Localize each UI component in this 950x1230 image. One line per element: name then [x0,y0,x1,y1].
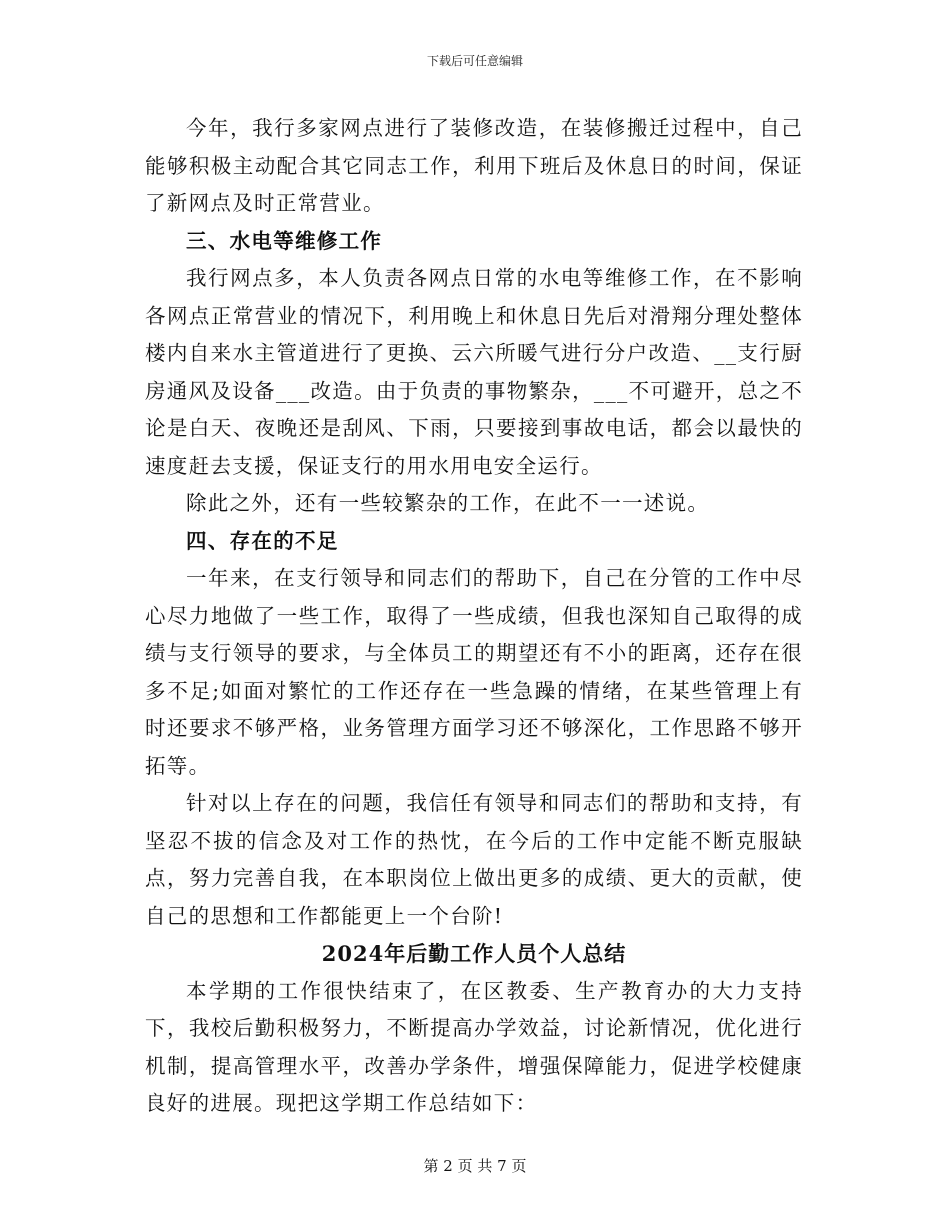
paragraph: 针对以上存在的问题，我信任有领导和同志们的帮助和支持，有坚忍不拔的信念及对工作的热忱，在今后的工作中定能不断克服缺点，努力完善自我，在本职岗位上做出更多的成绩、更大的贡献，使自己的思想和工作都能更上一个台阶! [145,791,803,928]
section-heading: 四、存在的不足 [186,528,339,553]
paragraph: 我行网点多，本人负责各网点日常的水电等维修工作，在不影响各网点正常营业的情况下，利用晚上和休息日先后对滑翔分理处整体楼内自来水主管道进行了更换、云六所暖气进行分户改造、__支行厨房通风及设备___改造。由于负责的事物繁杂，___不可避开，总之不论是白天、夜晚还是刮风、下雨，只要接到事故电话，都会以最快的速度赶去支援，保证支行的用水用电安全运行。 [145,266,803,478]
page-number: 第 2 页 共 7 页 [423,1157,527,1175]
paragraph: 一年来，在支行领导和同志们的帮助下，自己在分管的工作中尽心尽力地做了一些工作，取得了一些成绩，但我也深知自己取得的成绩与支行领导的要求，与全体员工的期望还有不小的距离，还存在很多不足;如面对繁忙的工作还存在一些急躁的情绪，在某些管理上有时还要求不够严格，业务管理方面学习还不够深化，工作思路不够开拓等。 [145,566,803,778]
document-body [145,110,803,1123]
paragraph: 除此之外，还有一些较繁杂的工作，在此不一一述说。 [186,491,710,515]
paragraph: 本学期的工作很快结束了，在区教委、生产教育办的大力支持下，我校后勤积极努力，不断提高办学效益，讨论新情况，优化进行机制，提高管理水平，改善办学条件，增强保障能力，促进学校健康良好的进展。现把这学期工作总结如下： [145,978,803,1115]
document-title: 2024年后勤工作人员个人总结 [321,941,627,966]
section-heading: 三、水电等维修工作 [186,228,383,253]
page-header: 下载后可任意编辑 [426,54,523,68]
paragraph: 今年，我行多家网点进行了装修改造，在装修搬迁过程中，自己能够积极主动配合其它同志工作，利用下班后及休息日的时间，保证了新网点及时正常营业。 [145,116,803,215]
